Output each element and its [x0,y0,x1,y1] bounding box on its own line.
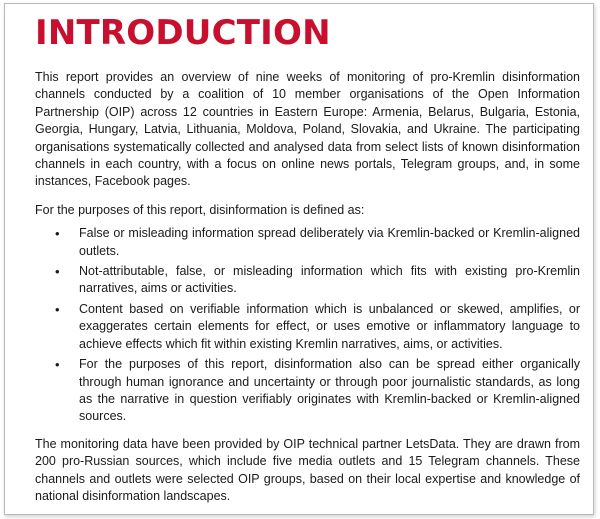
bullet-icon: • [55,301,60,317]
definition-text: For the purposes of this report, disinformation also can be spread either organically through human ignorance and uncertainty or through poor journalistic standards, as long as the narrative in question verifiably originates with Kremlin-backed or Kremlin-aligned sources. [79,357,580,424]
definition-text: Not-attributable, false, or misleading information which fits with existing pro-Kremlin narratives, aims or activities. [79,264,580,296]
document-body [35,69,580,505]
bullet-icon: • [55,226,60,242]
definition-list-item [35,301,580,353]
definition-text: Content based on verifiable information which is unbalanced or skewed, amplifies, or exaggerates certain elements for effect, or uses emotive or inflammatory language to achieve effects which fit within existing Kremlin narratives, aims, or activities. [79,301,580,351]
page-title: INTRODUCTION [35,13,331,53]
definition-list [35,225,580,425]
definition-list-item [35,263,580,298]
definition-text: False or misleading information spread deliberately via Kremlin-backed or Kremlin-aligned outlets. [79,226,580,258]
definition-list-item [35,356,580,426]
definition-intro: For the purposes of this report, disinformation is defined as: [35,202,365,217]
document-frame [4,3,594,515]
bullet-icon: • [55,357,60,373]
definition-list-item [35,225,580,260]
bullet-icon: • [55,264,60,280]
intro-paragraph: This report provides an overview of nine weeks of monitoring of pro-Kremlin disinformation channels conducted by a coalition of 10 member organisations of the Open Information Partnership (OIP) across 12 countries in Eastern Europe: Armenia, Belarus, Bulgaria, Estonia, Georgia, Hungary, Latvia, Lithuania, Moldova, Poland, Slovakia, and Ukraine. The participating organisations systematically collected and analysed data from select lists of known disinformation channels in each country, with a focus on online news portals, Telegram groups, and, in some instances, Facebook pages. [35,70,580,189]
closing-paragraph: The monitoring data have been provided by OIP technical partner LetsData. They are drawn from 200 pro-Russian sources, which include five media outlets and 15 Telegram channels. These channels and outlets were selected OIP groups, based on their local expertise and knowledge of national disinformation landscapes. [35,436,580,503]
